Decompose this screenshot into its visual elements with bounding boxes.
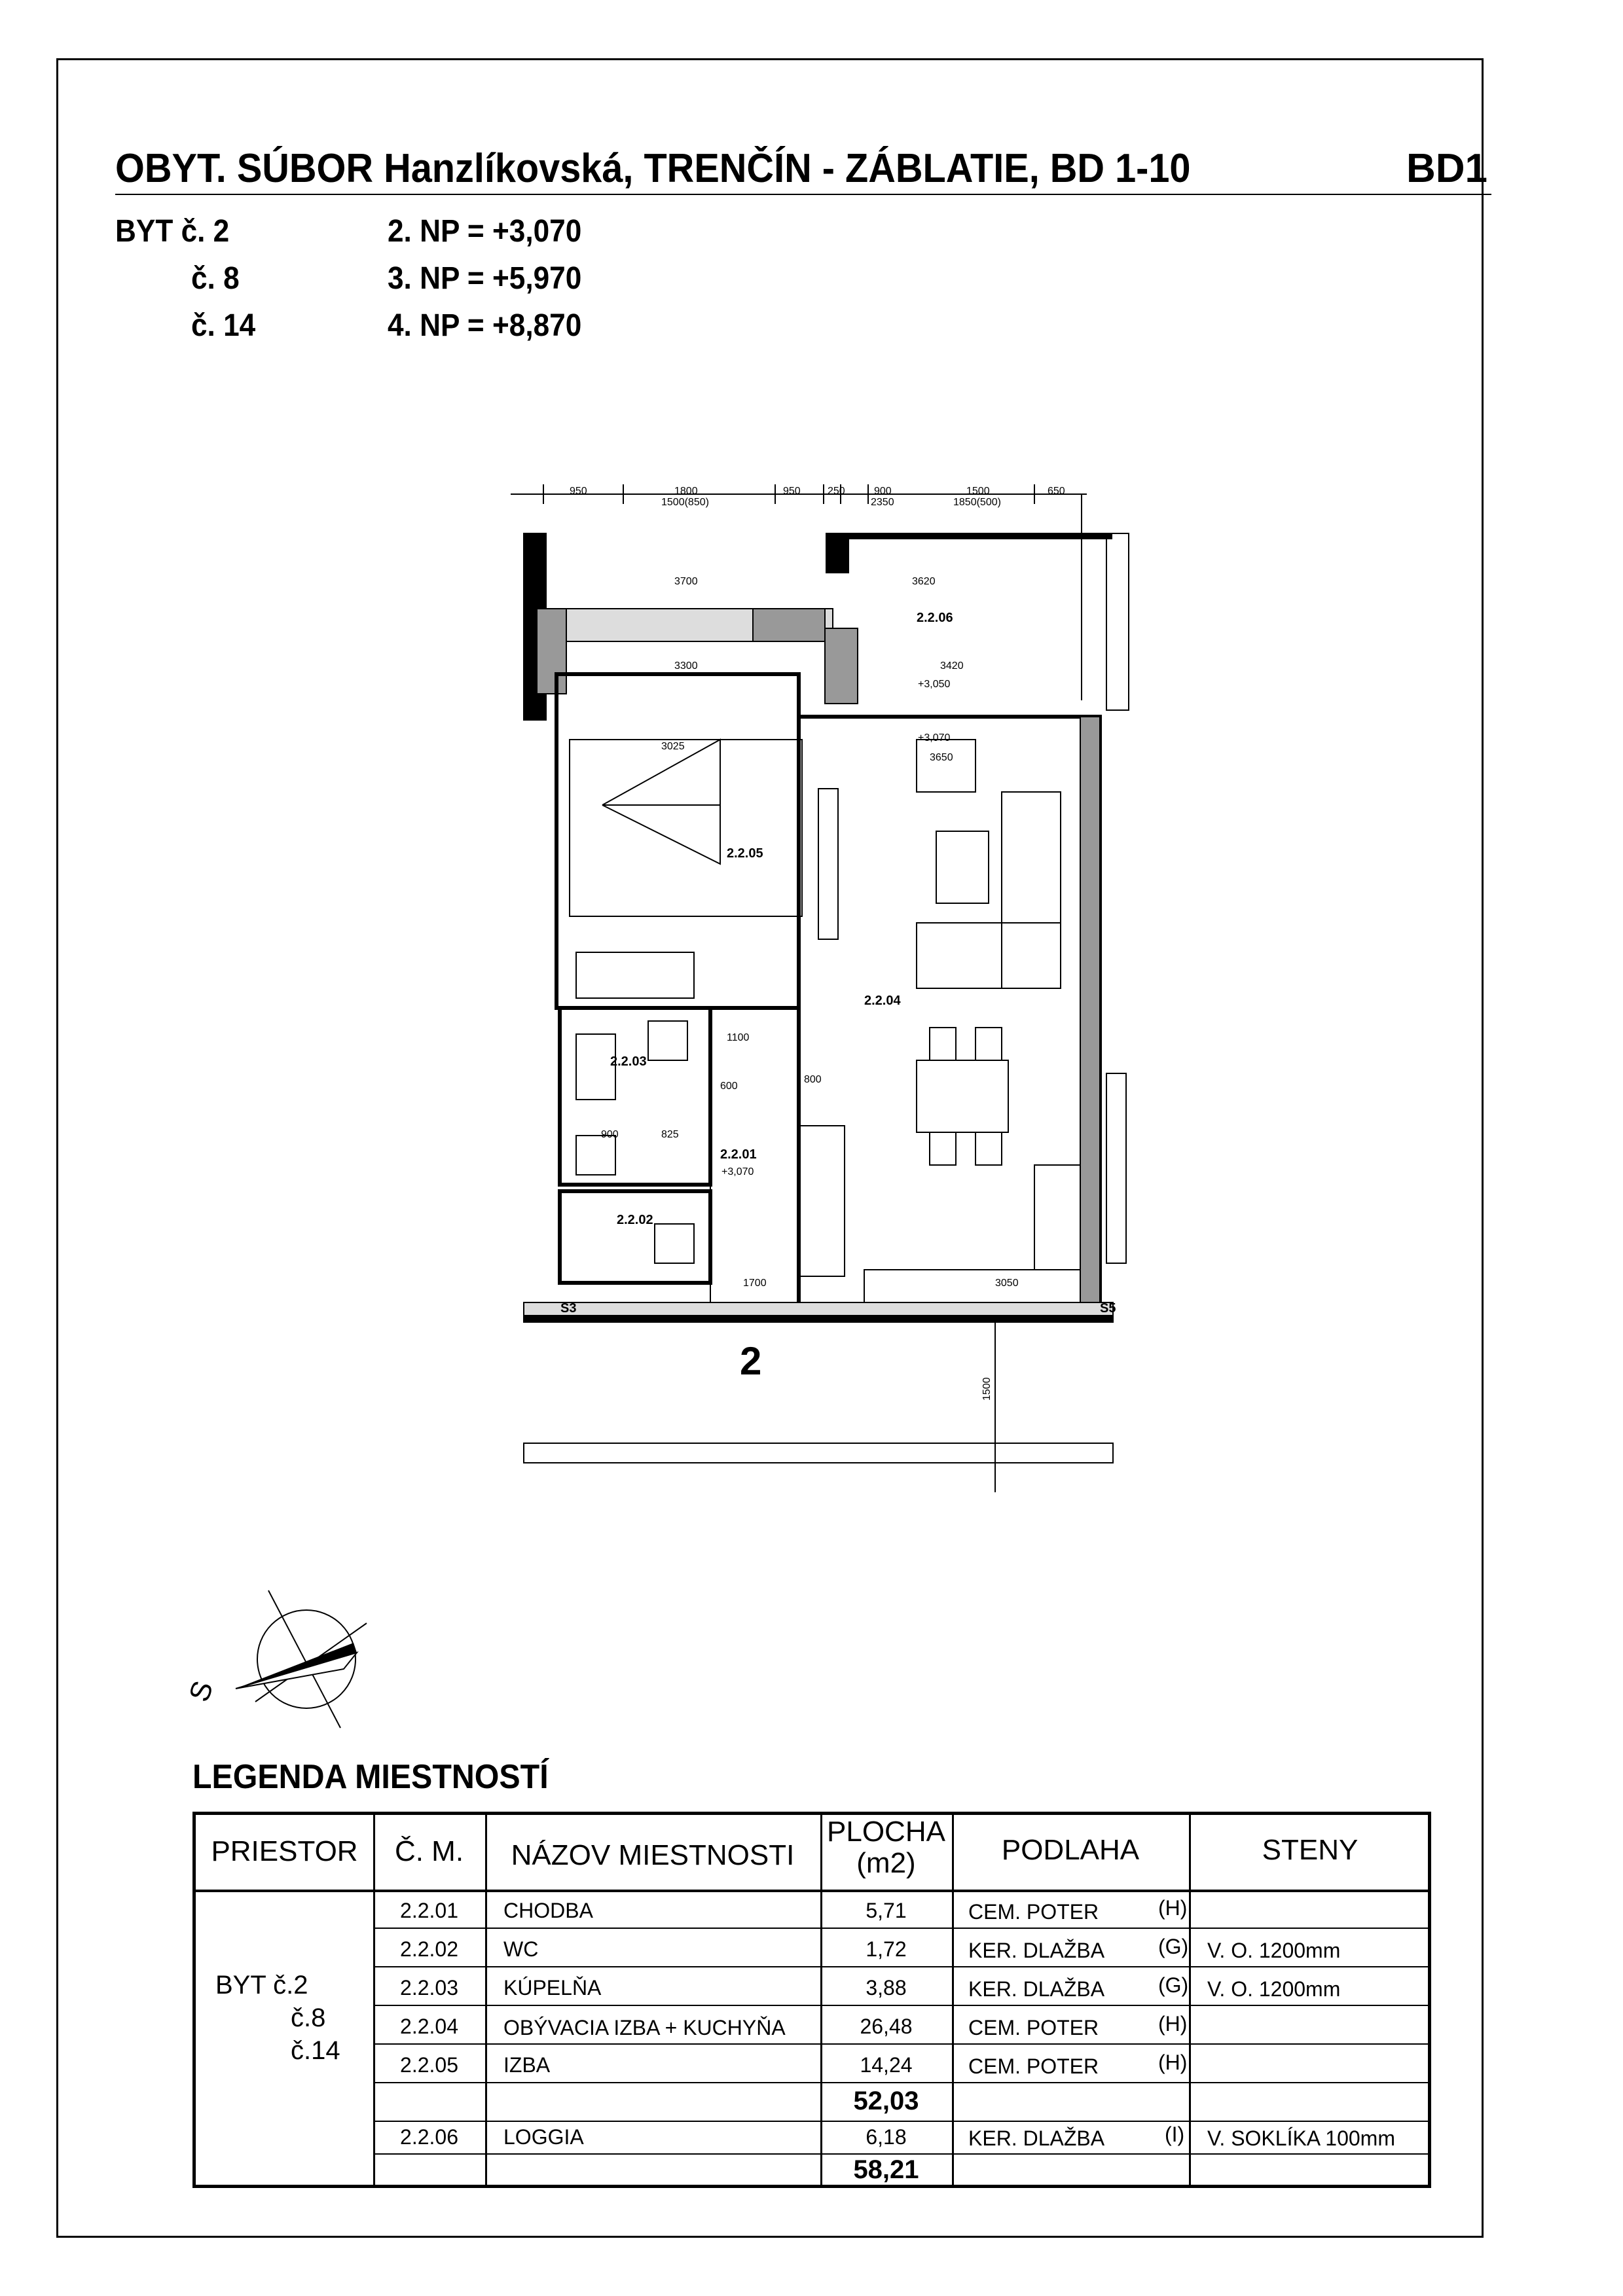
dim-label: 3025	[661, 741, 685, 752]
floor-code: (G)	[1158, 1935, 1189, 1958]
dim-label: 600	[720, 1081, 738, 1092]
level-mark: +3,070	[721, 1166, 754, 1177]
room-legend-table	[192, 1812, 1431, 2188]
floor-type: KER. DLAŽBA	[968, 2126, 1105, 2150]
dim-label: 825	[661, 1129, 679, 1140]
room-number: 2.2.02	[617, 1213, 653, 1227]
header-area: PLOCHA (m2)	[827, 1816, 945, 1880]
floor-type: CEM. POTER	[968, 2054, 1099, 2078]
header-walls: STENY	[1262, 1834, 1359, 1866]
dim-label: 1800	[674, 486, 698, 497]
dim-label: 3300	[674, 660, 698, 672]
dim-label: 1850(500)	[953, 497, 1001, 508]
dim-label: 3420	[940, 660, 964, 672]
room-num: 2.2.06	[400, 2125, 458, 2149]
room-area: 3,88	[866, 1976, 907, 2000]
stair-label: S5	[1100, 1301, 1116, 1316]
dim-label: 800	[804, 1074, 822, 1085]
room-name: CHODBA	[503, 1899, 593, 1922]
level-mark: +3,050	[918, 679, 951, 690]
dim-label: 1500	[966, 486, 990, 497]
apartment-number: 2	[740, 1339, 762, 1383]
area-subtotal: 52,03	[853, 2087, 919, 2115]
north-arrow	[183, 1590, 367, 1728]
space-label: č.14	[291, 2036, 340, 2065]
dim-label: 1500	[981, 1377, 993, 1401]
level-mark: +3,070	[918, 732, 951, 744]
floor-code: (I)	[1165, 2123, 1185, 2146]
floor-type: KER. DLAŽBA	[968, 1977, 1105, 2001]
unit-label: BYT č. 2	[115, 214, 230, 249]
floor-level: 2. NP = +3,070	[388, 214, 582, 249]
header-name: NÁZOV MIESTNOSTI	[511, 1839, 795, 1871]
floor-code: (H)	[1158, 2051, 1188, 2074]
dim-label: 950	[570, 486, 587, 497]
room-number: 2.2.06	[917, 611, 953, 625]
wall-finish: V. O. 1200mm	[1207, 1939, 1341, 1962]
dim-label: 1500(850)	[661, 497, 709, 508]
dim-label: 650	[1048, 486, 1065, 497]
header-space: PRIESTOR	[211, 1835, 358, 1867]
legend-title: LEGENDA MIESTNOSTÍ	[192, 1758, 549, 1796]
room-number: 2.2.01	[720, 1147, 757, 1162]
floor-type: CEM. POTER	[968, 2016, 1099, 2039]
room-area: 26,48	[860, 2015, 913, 2038]
floor-code: (G)	[1158, 1973, 1189, 1997]
floor-code: (H)	[1158, 2012, 1188, 2036]
room-name: WC	[503, 1937, 539, 1961]
room-name: LOGGIA	[503, 2125, 584, 2149]
compass-label: S	[183, 1676, 220, 1706]
dim-label: 1100	[727, 1032, 750, 1043]
room-number: 2.2.05	[727, 846, 763, 861]
dim-label: 3700	[674, 576, 698, 587]
floor-level: 3. NP = +5,970	[388, 261, 582, 296]
project-title: OBYT. SÚBOR Hanzlíkovská, TRENČÍN - ZÁBLATIE, BD 1-10	[115, 146, 1191, 191]
room-num: 2.2.05	[400, 2053, 458, 2077]
space-label: BYT č.2	[215, 1971, 308, 2000]
room-number: 2.2.03	[610, 1054, 647, 1069]
dim-label: 3620	[912, 576, 936, 587]
floor-code: (H)	[1158, 1896, 1188, 1920]
room-area: 5,71	[866, 1899, 907, 1922]
room-num: 2.2.04	[400, 2015, 458, 2038]
unit-label: č. 14	[191, 308, 256, 343]
room-area: 6,18	[866, 2125, 907, 2149]
room-num: 2.2.02	[400, 1937, 458, 1961]
dim-label: 3650	[930, 752, 953, 763]
room-num: 2.2.03	[400, 1976, 458, 2000]
wall-finish: V. O. 1200mm	[1207, 1977, 1341, 2001]
room-num: 2.2.01	[400, 1899, 458, 1922]
room-area: 1,72	[866, 1937, 907, 1961]
dim-label: 1700	[743, 1278, 767, 1289]
header-floor: PODLAHA	[1001, 1834, 1140, 1866]
floor-type: CEM. POTER	[968, 1900, 1099, 1924]
room-name: KÚPELŇA	[503, 1976, 602, 2000]
dim-label: 250	[828, 486, 845, 497]
room-area: 14,24	[860, 2053, 913, 2077]
dim-label: 2350	[871, 497, 894, 508]
space-label: č.8	[291, 2003, 326, 2032]
room-name: IZBA	[503, 2053, 551, 2077]
unit-label: č. 8	[191, 261, 240, 296]
dim-label: 900	[601, 1129, 619, 1140]
floor-level: 4. NP = +8,870	[388, 308, 582, 343]
header-number: Č. M.	[394, 1835, 464, 1867]
dim-label: 950	[783, 486, 801, 497]
room-name: OBÝVACIA IZBA + KUCHYŇA	[503, 2016, 786, 2039]
building-code: BD1	[1406, 146, 1488, 191]
dim-label: 900	[874, 486, 892, 497]
wall-finish: V. SOKLÍKA 100mm	[1207, 2126, 1395, 2150]
room-number: 2.2.04	[864, 994, 901, 1008]
stair-label: S3	[560, 1301, 577, 1316]
dim-label: 3050	[995, 1278, 1019, 1289]
floor-type: KER. DLAŽBA	[968, 1939, 1105, 1962]
area-total: 58,21	[853, 2155, 919, 2184]
